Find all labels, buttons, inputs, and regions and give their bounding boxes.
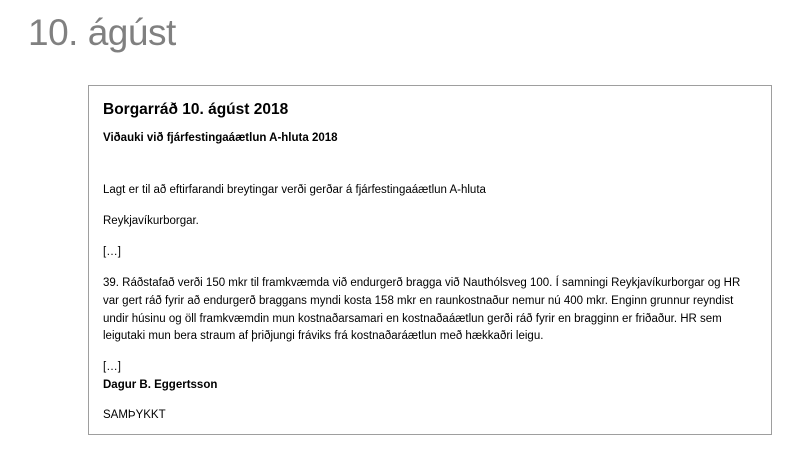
document-status: SAMÞYKKT (103, 408, 166, 421)
document-paragraph-2: Reykjavíkurborgar. (103, 215, 199, 228)
document-ellipsis-1: […] (103, 246, 121, 259)
document-subheading: Viðauki við fjárfestingaáætlun A-hluta 2018 (103, 131, 338, 144)
document-signature: Dagur B. Eggertsson (103, 378, 218, 391)
document-paragraph-3: 39. Ráðstafað verði 150 mkr til framkvæmda við endurgerð bragga við Nauthólsveg 100. Í samningi Reykjavíkurborgar og HR var gert ráð fyrir að endurgerð braggans myndi kosta 158 mkr en raunkostnaður nemur nú 400 mkr. Enginn grunnur reyndist undir húsinu og öll framkvæmdin mun kostnaðarsamari en kostnaðaáætlun gerði ráð fyrir en bragginn er friðaður. HR sem leigutaki mun bera straum af þriðjungi fráviks frá kostnaðaráætlun með hækkaðri leigu. (103, 276, 741, 343)
document-paragraph-1: Lagt er til að eftirfarandi breytingar verði gerðar á fjárfestingaáætlun A-hluta (103, 184, 486, 197)
document-excerpt-box (88, 85, 772, 435)
document-ellipsis-2: […] (103, 361, 121, 374)
document-heading: Borgarráð 10. ágúst 2018 (103, 101, 289, 118)
page-title: 10. ágúst (28, 12, 176, 53)
